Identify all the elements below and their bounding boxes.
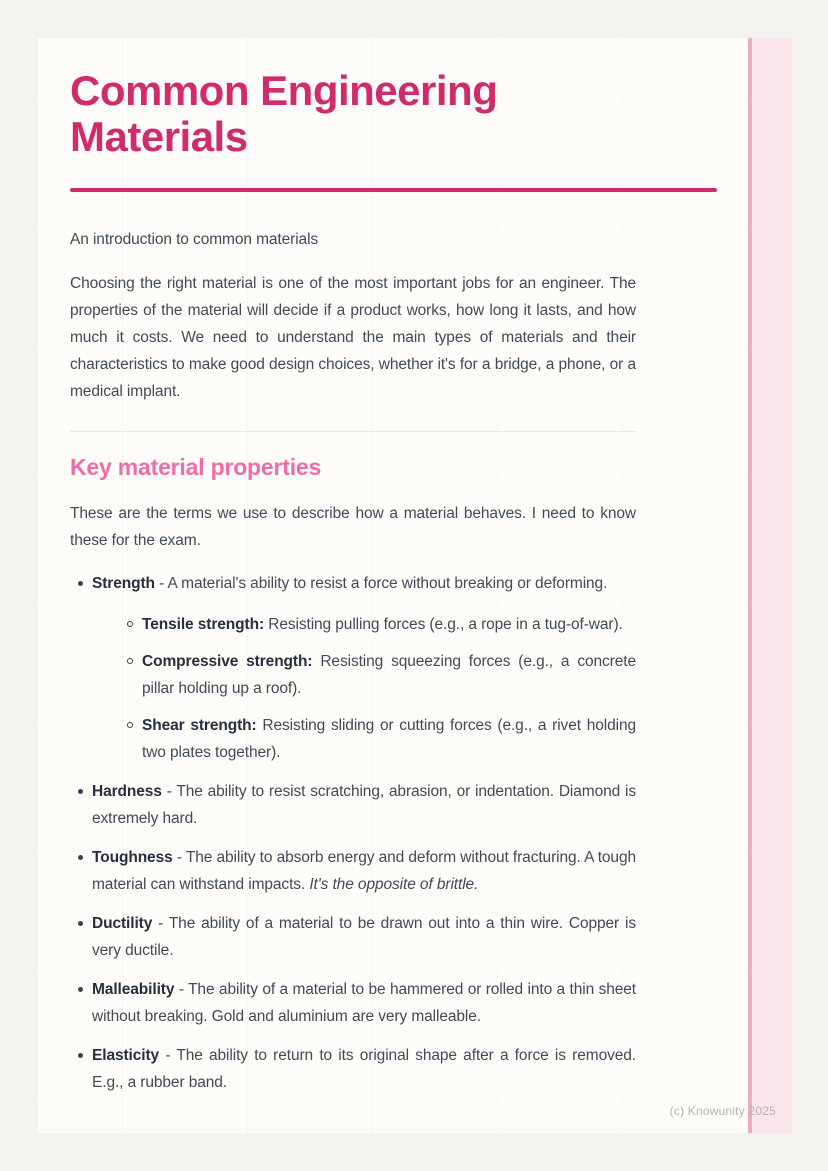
section-divider: [70, 431, 636, 432]
bullet-disc-icon: [78, 1053, 83, 1058]
bullet-disc-icon: [78, 921, 83, 926]
term-separator: -: [172, 849, 186, 866]
sub-property-term: Tensile strength:: [142, 616, 269, 633]
pink-margin-stripe: [748, 38, 792, 1133]
property-item-malleability: [70, 976, 636, 1030]
property-definition-italic: It's the opposite of brittle.: [309, 876, 479, 893]
sub-property-term: Compressive strength:: [142, 653, 321, 670]
property-term: Ductility: [92, 915, 153, 932]
intro-paragraph: Choosing the right material is one of the most important jobs for an engineer. The properties of the material will decide if a product works, how long it lasts, and how much it costs. We need to understand the main types of materials and their characteristics to make good design choices, whether it's for a bridge, a phone, or a medical implant.: [70, 275, 636, 400]
sub-property-definition: Resisting sliding or cutting forces (e.g., a rivet holding two plates together).: [142, 717, 636, 761]
sub-property-item-shear: [120, 712, 636, 766]
sub-property-item-compressive: [120, 648, 636, 702]
term-separator: -: [174, 981, 189, 998]
property-item-elasticity: [70, 1042, 636, 1096]
property-item-ductility: [70, 910, 636, 964]
sub-property-item-tensile: [120, 611, 636, 638]
sub-property-definition: Resisting squeezing forces (e.g., a concrete pillar holding up a roof).: [142, 653, 636, 697]
property-definition: A material's ability to resist a force without breaking or deforming.: [167, 575, 608, 592]
property-item-strength: [70, 570, 636, 766]
property-item-hardness: [70, 778, 636, 832]
bullet-circle-icon: [127, 621, 133, 627]
property-term: Elasticity: [92, 1047, 160, 1064]
bullet-disc-icon: [78, 987, 83, 992]
sub-property-definition: Resisting pulling forces (e.g., a rope in a tug-of-war).: [268, 616, 623, 633]
property-term: Toughness: [92, 849, 173, 866]
term-separator: -: [159, 1047, 177, 1064]
term-separator: -: [154, 575, 168, 592]
property-definition: The ability of a material to be drawn out into a thin wire. Copper is very ductile.: [92, 915, 636, 959]
bullet-disc-icon: [78, 789, 83, 794]
bullet-circle-icon: [127, 722, 133, 728]
term-separator: -: [152, 915, 169, 932]
property-definition: The ability of a material to be hammered or rolled into a thin sheet without breaking. Gold and aluminium are very malleable.: [92, 981, 636, 1025]
property-term: Strength: [92, 575, 155, 592]
page-title: Common Engineering Materials: [70, 67, 498, 160]
properties-list: [70, 570, 636, 1096]
property-definition: The ability to absorb energy and deform without fracturing. A tough material can withstand impacts.: [92, 849, 636, 893]
title-underline: [70, 188, 717, 192]
page-content: [70, 38, 717, 1096]
section-heading: Key material properties: [70, 454, 322, 480]
property-definition: The ability to return to its original shape after a force is removed. E.g., a rubber band.: [92, 1047, 636, 1091]
term-separator: -: [161, 783, 177, 800]
property-definition: The ability to resist scratching, abrasion, or indentation. Diamond is extremely hard.: [92, 783, 637, 827]
property-item-toughness: [70, 844, 636, 898]
property-term: Malleability: [92, 981, 175, 998]
strength-sublist: [92, 611, 636, 766]
bullet-disc-icon: [78, 855, 83, 860]
subtitle: An introduction to common materials: [70, 231, 319, 248]
notes-page: [38, 38, 792, 1133]
bullet-circle-icon: [127, 658, 133, 664]
bullet-disc-icon: [78, 581, 83, 586]
watermark: (c) Knowunity 2025: [669, 1104, 776, 1118]
property-term: Hardness: [92, 783, 162, 800]
section-lead: These are the terms we use to describe how a material behaves. I need to know these for the exam.: [70, 505, 636, 549]
sub-property-term: Shear strength:: [142, 717, 263, 734]
